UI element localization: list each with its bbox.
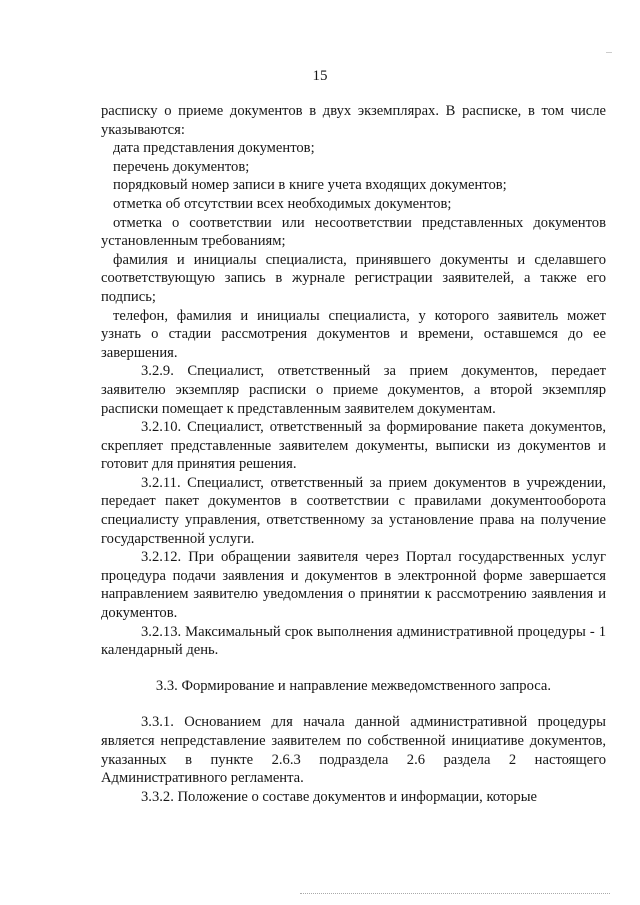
list-item-documents-list: перечень документов; <box>113 158 250 175</box>
scan-mark <box>606 52 612 53</box>
list-item-date: дата представления документов; <box>113 140 315 157</box>
list-item-record-number: порядковый номер записи в книге учета входящих документов; <box>113 177 507 194</box>
list-item-compliance: отметка о соответствии или несоответствии представленных документов установленным требованиям; <box>101 214 606 250</box>
paragraph-3-2-11: 3.2.11. Специалист, ответственный за прием документов в учреждении, передает пакет документов в соответствии с правилами документооборота специалисту управления, ответственному за установление права на получение государственной услуги. <box>101 474 606 547</box>
document-body <box>101 102 606 806</box>
list-item-specialist-phone: телефон, фамилия и инициалы специалиста, у которого заявитель может узнать о стадии рассмотрения документов и времени, оставшемся до ее завершения. <box>101 307 606 361</box>
section-heading: 3.3. Формирование и направление межведомственного запроса. <box>155 677 552 694</box>
scan-artifact-line <box>300 893 610 898</box>
paragraph-3-2-10: 3.2.10. Специалист, ответственный за формирование пакета документов, скрепляет представленные заявителем документы, выписки из документов и готовит для принятия решения. <box>101 419 606 473</box>
paragraph-3-2-9: 3.2.9. Специалист, ответственный за прием документов, передает заявителю экземпляр расписки о приеме документов, а второй экземпляр расписки помещает к представленным заявителем документам. <box>101 363 606 417</box>
page-number: 15 <box>312 68 328 84</box>
paragraph-3-3-2: 3.3.2. Положение о составе документов и информации, которые <box>141 788 537 805</box>
paragraph-3-2-13: 3.2.13. Максимальный срок выполнения административной процедуры - 1 календарный день. <box>101 623 606 659</box>
paragraph-receipt-intro: расписку о приеме документов в двух экземплярах. В расписке, в том числе указываются: <box>101 103 606 138</box>
list-item-missing-documents: отметка об отсутствии всех необходимых документов; <box>113 195 452 212</box>
paragraph-3-2-12: 3.2.12. При обращении заявителя через Портал государственных услуг процедура подачи заявления и документов в электронной форме завершается направлением заявителю уведомления о принятии к рассмотрению заявления и документов. <box>101 549 606 622</box>
list-item-specialist-signature: фамилия и инициалы специалиста, принявшего документы и сделавшего соответствующую запись в журнале регистрации заявителей, а также его подпись; <box>101 251 606 305</box>
paragraph-3-3-1: 3.3.1. Основанием для начала данной административной процедуры является непредставление заявителем по собственной инициативе документов, указанных в пункте 2.6.3 подраздела 2.6 раздела 2 настоящего Административного регламента. <box>101 714 606 787</box>
